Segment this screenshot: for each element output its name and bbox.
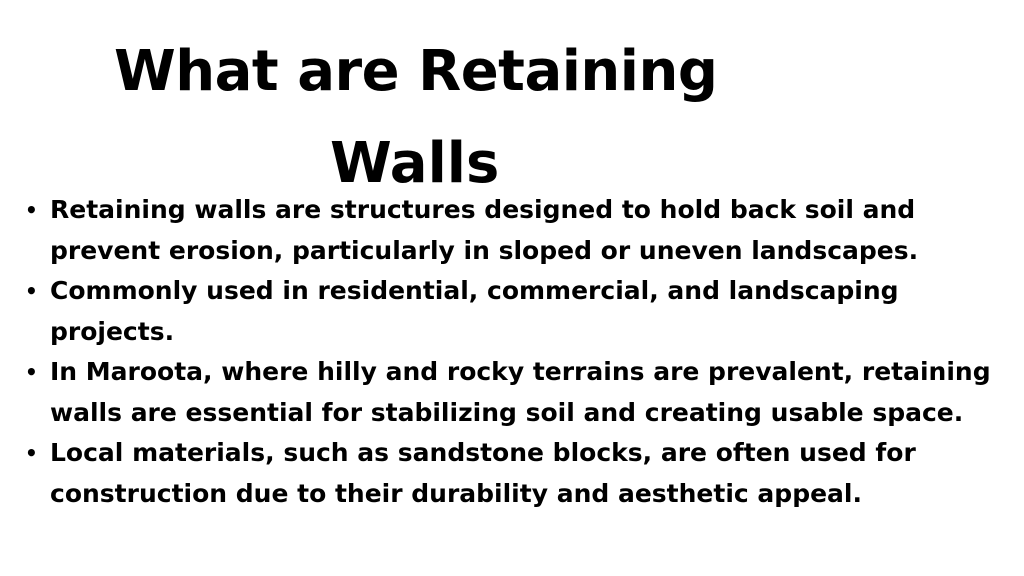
bullet-item (22, 190, 1012, 271)
slide-title-line-1: What are Retaining (114, 39, 718, 104)
bullet-item (22, 352, 1012, 433)
bullet-list (22, 190, 1012, 514)
bullet-text: Commonly used in residential, commercial, and landscaping projects. (50, 276, 899, 346)
bullet-text: Retaining walls are structures designed to hold back soil and prevent erosion, particularly in sloped or uneven landscapes. (50, 195, 919, 265)
bullet-icon: • (25, 279, 38, 303)
bullet-icon: • (25, 360, 38, 384)
bullet-item (22, 271, 1012, 352)
bullet-icon: • (25, 441, 38, 465)
bullet-text: In Maroota, where hilly and rocky terrains are prevalent, retaining walls are essential for stabilizing soil and creating usable space. (50, 357, 991, 427)
bullet-item (22, 433, 1012, 514)
bullet-text: Local materials, such as sandstone blocks, are often used for construction due to their durability and aesthetic appeal. (50, 438, 916, 508)
slide-title-line-2: Walls (330, 131, 500, 196)
bullet-icon: • (25, 198, 38, 222)
